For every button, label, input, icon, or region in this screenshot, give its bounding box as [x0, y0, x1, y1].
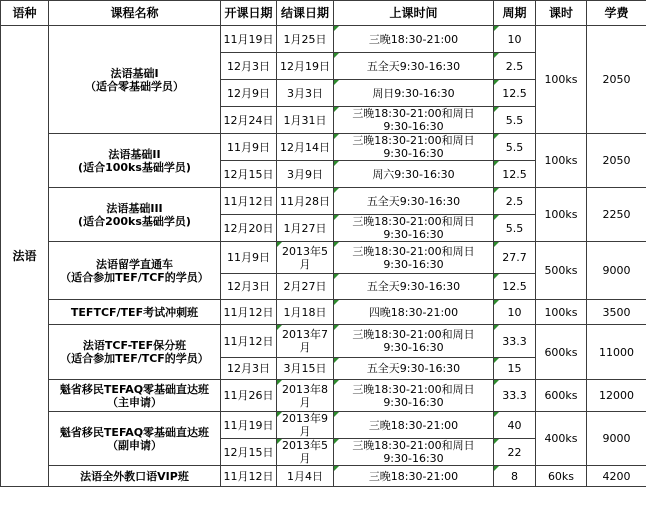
table-row: [1, 242, 646, 274]
course-name-cell: [49, 380, 221, 412]
start-date-cell: 12月24日: [221, 107, 277, 134]
schedule-line-1: 三晚18:30-21:00: [368, 469, 459, 483]
schedule-line-1: 三晚18:30-21:00和周日: [352, 439, 475, 452]
schedule-line-2: 9:30-16:30: [383, 452, 444, 465]
hours-cell: 500ks: [536, 242, 587, 300]
weeks-cell: 12.5: [494, 161, 536, 188]
end-date-cell: 1月31日: [277, 107, 334, 134]
weeks-cell: 10: [494, 300, 536, 325]
weeks-cell: 22: [494, 439, 536, 466]
start-date-cell: 11月12日: [221, 466, 277, 487]
schedule-line-1: 三晚18:30-21:00和周日: [352, 215, 475, 228]
table-row: [1, 26, 646, 53]
end-date-cell: 2月27日: [277, 274, 334, 300]
course-subtitle: （主申请）: [107, 395, 162, 409]
course-name: 法语基础III: [106, 201, 163, 215]
schedule-cell: [334, 26, 494, 53]
start-date-cell: 11月9日: [221, 134, 277, 161]
course-name-cell: [49, 412, 221, 466]
table-row: [1, 380, 646, 412]
weeks-cell: 33.3: [494, 325, 536, 358]
weeks-cell: 33.3: [494, 380, 536, 412]
weeks-cell: 2.5: [494, 53, 536, 80]
schedule-cell: [334, 188, 494, 215]
table-row: [1, 325, 646, 358]
course-name-cell: [49, 188, 221, 242]
hours-cell: 100ks: [536, 188, 587, 242]
course-name-cell: [49, 300, 221, 325]
schedule-line-2: 9:30-16:30: [383, 147, 444, 160]
table-row: [1, 412, 646, 439]
schedule-cell: [334, 325, 494, 358]
start-date-cell: 12月15日: [221, 161, 277, 188]
course-subtitle: (适合100ks基础学员): [78, 160, 191, 174]
hours-cell: 600ks: [536, 380, 587, 412]
start-date-cell: 11月12日: [221, 188, 277, 215]
schedule-line-1: 三晚18:30-21:00: [368, 418, 459, 432]
end-date-cell: 12月19日: [277, 53, 334, 80]
schedule-line-2: 9:30-16:30: [383, 395, 444, 409]
end-date-cell: 12月14日: [277, 134, 334, 161]
fee-cell: 3500: [587, 300, 646, 325]
course-name: 法语基础I: [110, 66, 159, 80]
weeks-cell: 40: [494, 412, 536, 439]
weeks-cell: 15: [494, 358, 536, 380]
weeks-cell: 2.5: [494, 188, 536, 215]
start-date-cell: 11月12日: [221, 325, 277, 358]
course-subtitle: （适合参加TEF/TCF的学员）: [60, 352, 209, 365]
hours-cell: 100ks: [536, 26, 587, 134]
schedule-line-1: 三晚18:30-21:00和周日: [352, 382, 475, 396]
schedule-line-2: 9:30-16:30: [383, 341, 444, 354]
course-name-cell: [49, 325, 221, 380]
header-hours: 课时: [536, 1, 587, 26]
end-date-cell: 1月4日: [277, 466, 334, 487]
course-subtitle: (适合200ks基础学员): [78, 214, 191, 228]
header-language: 语种: [1, 1, 49, 26]
start-date-cell: 12月20日: [221, 215, 277, 242]
schedule-cell: [334, 412, 494, 439]
end-date-cell: 2013年7月: [277, 325, 334, 358]
end-date-cell: 3月3日: [277, 80, 334, 107]
schedule-line-1: 五全天9:30-16:30: [366, 362, 461, 375]
schedule-cell: [334, 134, 494, 161]
schedule-cell: [334, 274, 494, 300]
course-name: 魁省移民TEFAQ零基础直达班: [59, 425, 210, 439]
end-date-cell: 1月25日: [277, 26, 334, 53]
start-date-cell: 11月12日: [221, 300, 277, 325]
course-name: 法语基础II: [108, 147, 161, 161]
course-name: 魁省移民TEFAQ零基础直达班: [59, 382, 210, 396]
schedule-cell: [334, 80, 494, 107]
table-row: [1, 300, 646, 325]
course-name-cell: [49, 134, 221, 188]
end-date-cell: 2013年8月: [277, 380, 334, 412]
schedule-cell: [334, 107, 494, 134]
start-date-cell: 11月26日: [221, 380, 277, 412]
language-cell: 法语: [1, 26, 49, 487]
header-weeks: 周期: [494, 1, 536, 26]
header-course: 课程名称: [49, 1, 221, 26]
weeks-cell: 5.5: [494, 107, 536, 134]
fee-cell: 2250: [587, 188, 646, 242]
fee-cell: 4200: [587, 466, 646, 487]
course-name: 法语留学直通车: [96, 257, 173, 271]
schedule-line-2: 9:30-16:30: [383, 120, 444, 133]
schedule-line-1: 三晚18:30-21:00和周日: [352, 134, 475, 147]
schedule-line-1: 五全天9:30-16:30: [366, 59, 461, 73]
end-date-cell: 2013年5月: [277, 242, 334, 274]
fee-cell: 2050: [587, 26, 646, 134]
schedule-cell: [334, 439, 494, 466]
schedule-cell: [334, 380, 494, 412]
schedule-line-1: 五全天9:30-16:30: [366, 280, 461, 293]
schedule-line-2: 9:30-16:30: [383, 228, 444, 241]
hours-cell: 400ks: [536, 412, 587, 466]
weeks-cell: 12.5: [494, 274, 536, 300]
header-fee: 学费: [587, 1, 646, 26]
end-date-cell: 3月15日: [277, 358, 334, 380]
start-date-cell: 12月9日: [221, 80, 277, 107]
table-row: [1, 134, 646, 161]
weeks-cell: 5.5: [494, 215, 536, 242]
end-date-cell: 2013年9月: [277, 412, 334, 439]
course-subtitle: （副申请）: [107, 438, 162, 452]
schedule-cell: [334, 53, 494, 80]
schedule-cell: [334, 300, 494, 325]
course-name: TEFTCF/TEF考试冲刺班: [70, 305, 199, 319]
header-schedule: 上课时间: [334, 1, 494, 26]
schedule-line-1: 三晚18:30-21:00和周日: [352, 244, 475, 258]
start-date-cell: 12月3日: [221, 53, 277, 80]
fee-cell: 11000: [587, 325, 646, 380]
schedule-line-1: 五全天9:30-16:30: [366, 194, 461, 208]
start-date-cell: 12月15日: [221, 439, 277, 466]
weeks-cell: 5.5: [494, 134, 536, 161]
hours-cell: 60ks: [536, 466, 587, 487]
header-row: [1, 1, 646, 26]
fee-cell: 9000: [587, 242, 646, 300]
start-date-cell: 11月19日: [221, 412, 277, 439]
fee-cell: 12000: [587, 380, 646, 412]
course-subtitle: （适合零基础学员）: [85, 79, 184, 93]
weeks-cell: 12.5: [494, 80, 536, 107]
end-date-cell: 11月28日: [277, 188, 334, 215]
schedule-cell: [334, 242, 494, 274]
table-row: [1, 188, 646, 215]
start-date-cell: 11月9日: [221, 242, 277, 274]
schedule-line-1: 三晚18:30-21:00和周日: [352, 107, 475, 120]
course-name-cell: [49, 26, 221, 134]
schedule-line-1: 三晚18:30-21:00和周日: [352, 328, 475, 341]
hours-cell: 100ks: [536, 134, 587, 188]
end-date-cell: 2013年5月: [277, 439, 334, 466]
course-name: 法语TCF-TEF保分班: [82, 339, 187, 352]
fee-cell: 2050: [587, 134, 646, 188]
start-date-cell: 12月3日: [221, 358, 277, 380]
schedule-cell: [334, 215, 494, 242]
schedule-cell: [334, 358, 494, 380]
schedule-line-1: 四晚18:30-21:00: [368, 305, 459, 319]
schedule-line-2: 9:30-16:30: [383, 257, 444, 271]
schedule-line-1: 周六9:30-16:30: [372, 167, 455, 181]
weeks-cell: 27.7: [494, 242, 536, 274]
end-date-cell: 1月18日: [277, 300, 334, 325]
end-date-cell: 3月9日: [277, 161, 334, 188]
course-name-cell: [49, 466, 221, 487]
course-name-cell: [49, 242, 221, 300]
schedule-line-1: 周日9:30-16:30: [372, 86, 455, 100]
weeks-cell: 10: [494, 26, 536, 53]
header-end-date: 结课日期: [277, 1, 334, 26]
table-row: [1, 466, 646, 487]
hours-cell: 600ks: [536, 325, 587, 380]
schedule-cell: [334, 161, 494, 188]
weeks-cell: 8: [494, 466, 536, 487]
course-subtitle: （适合参加TEF/TCF的学员）: [60, 270, 209, 284]
start-date-cell: 12月3日: [221, 274, 277, 300]
course-name: 法语全外教口语VIP班: [80, 469, 189, 483]
end-date-cell: 1月27日: [277, 215, 334, 242]
schedule-line-1: 三晚18:30-21:00: [368, 32, 459, 46]
start-date-cell: 11月19日: [221, 26, 277, 53]
hours-cell: 100ks: [536, 300, 587, 325]
fee-cell: 9000: [587, 412, 646, 466]
header-start-date: 开课日期: [221, 1, 277, 26]
schedule-cell: [334, 466, 494, 487]
